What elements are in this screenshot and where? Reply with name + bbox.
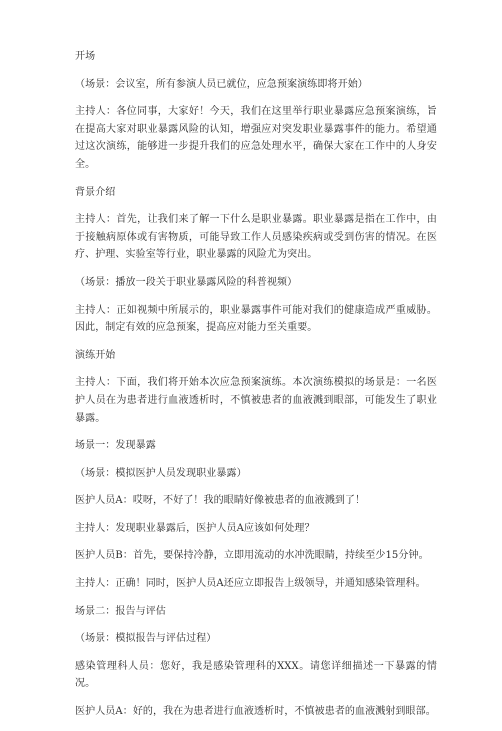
section-heading: 背景介绍 — [75, 186, 116, 198]
body-paragraph: 主持人：发现职业暴露后，医护人员A应该如何处理？ — [75, 522, 315, 534]
body-paragraph: 主持人：正如视频中所展示的，职业暴露事件可能对我们的健康造成严重威胁。因此，制定有效的应急预案，提高应对能力至关重要。 — [75, 304, 437, 334]
body-paragraph: 主持人：首先，让我们来了解一下什么是职业暴露。职业暴露是指在工作中，由于接触病原体或有害物质，可能导致工作人员感染疾病或受到伤害的情况。在医疗、护理、实验室等行业，职业暴露的风险尤为突出。 — [75, 214, 437, 261]
section-heading: 场景二：报告与评估 — [75, 605, 166, 617]
scene-note: （场景：会议室，所有参演人员已就位，应急预案演练即将开始） — [75, 78, 368, 90]
body-paragraph: 主持人：各位同事，大家好！今天，我们在这里举行职业暴露应急预案演练，旨在提高大家对职业暴露风险的认知，增强应对突发职业暴露事件的能力。希望通过这次演练，能够进一步提升我们的应急处理水平，确保大家在工作中的人身安全。 — [75, 106, 437, 170]
section-heading: 演练开始 — [75, 349, 116, 361]
section-heading: 场景一：发现暴露 — [75, 440, 156, 452]
body-paragraph: 主持人：下面，我们将开始本次应急预案演练。本次演练模拟的场景是：一名医护人员在为患者进行血液透析时，不慎被患者的血液溅到眼部，可能发生了职业暴露。 — [75, 377, 437, 424]
scene-note: （场景：模拟医护人员发现职业暴露） — [75, 467, 247, 479]
body-paragraph: 医护人员B：首先，要保持冷静，立即用流动的水冲洗眼睛，持续至少15分钟。 — [75, 550, 429, 562]
scene-note: （场景：模拟报告与评估过程） — [75, 633, 217, 645]
body-paragraph: 感染管理科人员：您好，我是感染管理科的XXX。请您详细描述一下暴露的情况。 — [75, 660, 437, 690]
body-paragraph: 医护人员A：哎呀，不好了！我的眼睛好像被患者的血液溅到了！ — [75, 495, 366, 507]
body-paragraph: 医护人员A：好的，我在为患者进行血液透析时，不慎被患者的血液溅射到眼部。 — [75, 706, 436, 718]
body-paragraph: 主持人：正确！同时，医护人员A还应立即报告上级领导，并通知感染管理科。 — [75, 578, 426, 590]
scene-note: （场景：播放一段关于职业暴露风险的科普视频） — [75, 276, 298, 288]
section-heading: 开场 — [75, 51, 96, 62]
document-page — [75, 48, 437, 731]
